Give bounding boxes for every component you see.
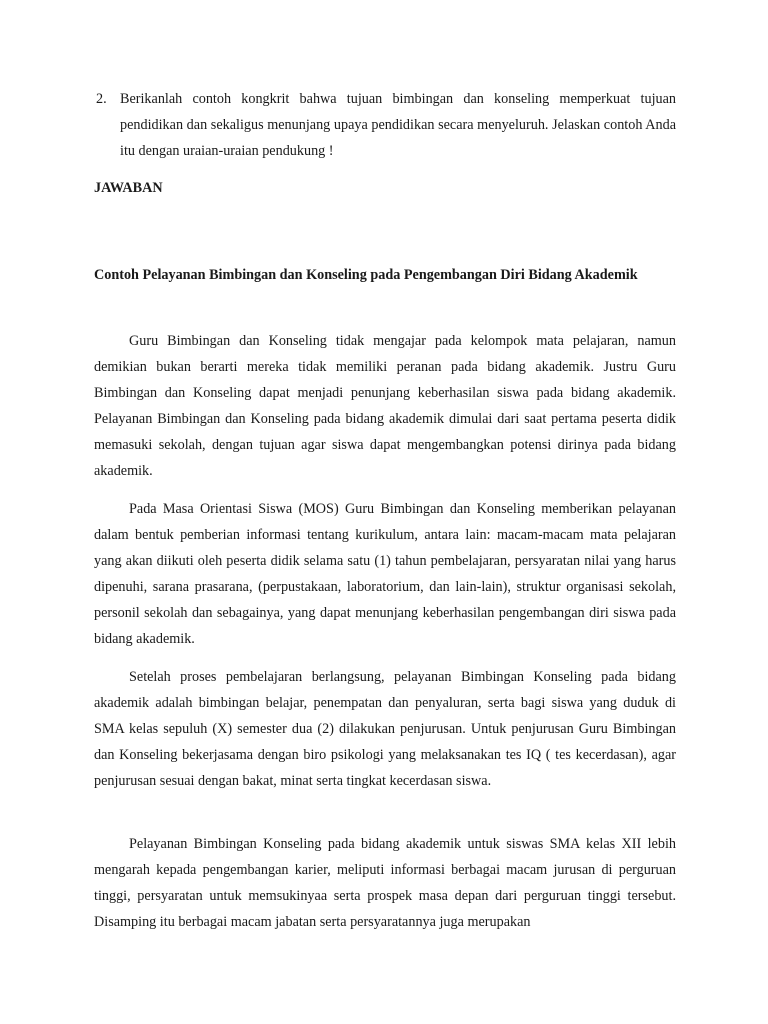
body-paragraph-3: Setelah proses pembelajaran berlangsung, pelayanan Bimbingan Konseling pada bidang akademik adalah bimbingan belajar, penempatan dan penyaluran, serta bagi siswa yang duduk di SMA kelas sepuluh (X) semester dua (2) dilakukan penjurusan. Untuk penjurusan Guru Bimbingan dan Konseling bekerjasama dengan biro psikologi yang melaksanakan tes IQ ( tes kecerdasan), agar penjurusan sesuai dengan bakat, minat serta tingkat kecerdasan siswa.: [94, 669, 676, 789]
body-paragraph-4: Pelayanan Bimbingan Konseling pada bidang akademik untuk siswas SMA kelas XII lebih mengarah kepada pengembangan karier, meliputi informasi berbagai macam jurusan di perguruan tinggi, persyaratan untuk memsukinyaa serta prospek masa depan dari perguruan tinggi tersebut. Disamping itu berbagai macam jabatan serta persyaratannya juga merupakan: [94, 836, 676, 930]
body-paragraph-2: Pada Masa Orientasi Siswa (MOS) Guru Bimbingan dan Konseling memberikan pelayanan dalam bentuk pemberian informasi tentang kurikulum, antara lain: macam-macam mata pelajaran yang akan diikuti oleh peserta didik selama satu (1) tahun pembelajaran, persyaratan nilai yang harus dipenuhi, sarana prasarana, (perpustakaan, laboratorium, dan lain-lain), struktur organisasi sekolah, personil sekolah dan sebagainya, yang dapat menunjang keberhasilan pengembangan diri siswa pada bidang akademik.: [94, 501, 676, 647]
answer-heading: JAWABAN: [94, 180, 163, 196]
body-paragraph-1: Guru Bimbingan dan Konseling tidak mengajar pada kelompok mata pelajaran, namun demikian bukan berarti mereka tidak memiliki peranan pada bidang akademik. Justru Guru Bimbingan dan Konseling dapat menjadi penunjang keberhasilan siswa pada bidang akademik. Pelayanan Bimbingan dan Konseling pada bidang akademik dimulai dari saat pertama peserta didik memasuki sekolah, dengan tujuan agar siswa dapat mengembangkan potensi dirinya pada bidang akademik.: [94, 333, 676, 479]
question-item: [96, 86, 676, 164]
question-text: Berikanlah contoh kongkrit bahwa tujuan bimbingan dan konseling memperkuat tujuan pendidikan dan sekaligus menunjang upaya pendidikan secara menyeluruh. Jelaskan contoh Anda itu dengan uraian-uraian pendukung !: [120, 91, 676, 159]
question-number: 2.: [96, 91, 107, 107]
section-title: Contoh Pelayanan Bimbingan dan Konseling pada Pengembangan Diri Bidang Akademik: [94, 267, 638, 283]
